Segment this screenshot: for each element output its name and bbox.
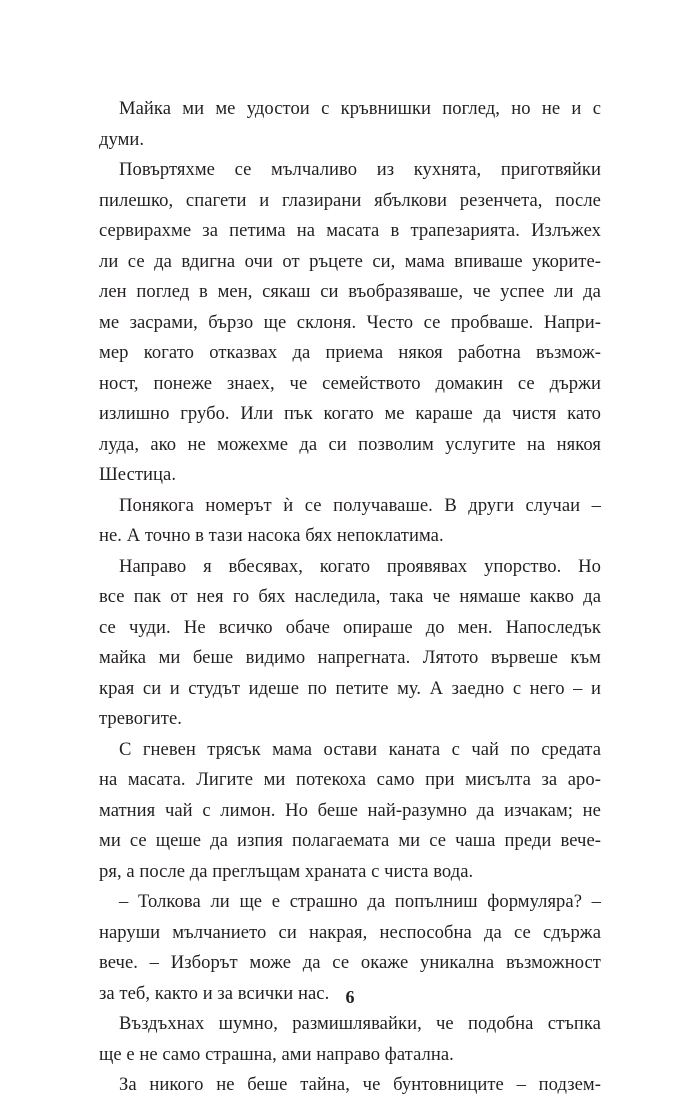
- text-line: ли се да вдигна очи от ръцете си, мама впиваше укорите-: [99, 250, 601, 272]
- text-line: За никого не беше тайна, че бунтовниците – подзем-: [119, 1074, 601, 1095]
- text-line: пилешко, спагети и глазирани ябълкови резенчета, после: [99, 189, 601, 211]
- text-line: за теб, както и за всички нас.: [99, 982, 330, 1004]
- text-line: на масата. Лигите ми потекоха само при мисълта за аро-: [99, 769, 601, 790]
- text-line: матния чай с лимон. Но беше най-разумно да изчакам; не: [99, 799, 601, 821]
- text-line: думи.: [99, 128, 145, 150]
- text-line: Майка ми ме удостои с кръвнишки поглед, но не и с: [119, 98, 601, 119]
- text-line: ми се щеше да изпия полагаемата ми се чаша преди вече-: [99, 830, 601, 851]
- text-line: Шестица.: [99, 464, 177, 485]
- text-line: тревогите.: [99, 708, 182, 729]
- text-line: лен поглед в мен, сякаш си въобразяваше, че успее ли да: [99, 281, 601, 302]
- body-text: [99, 94, 601, 1101]
- text-line: ря, а после да преглъщам храната с чиста вода.: [99, 860, 474, 882]
- text-line: ност, понеже знаех, че семейството домакин се държи: [99, 372, 601, 394]
- text-line: наруши мълчанието си накрая, неспособна да се сдържа: [99, 921, 601, 943]
- text-line: мер когато отказвах да приема някоя работна възмож-: [99, 342, 601, 363]
- text-line: С гневен трясък мама остави каната с чай по средата: [119, 738, 601, 760]
- text-line: края си и студът идеше по петите му. А заедно с него – и: [99, 677, 601, 699]
- text-line: ме засрами, бързо ще склоня. Често се пробваше. Напри-: [99, 311, 601, 333]
- text-line: вече. – Изборът може да се окаже уникална възможност: [99, 952, 601, 973]
- text-line: Направо я вбесявах, когато проявявах упорство. Но: [119, 555, 601, 577]
- text-line: ще е не само страшна, ами направо фатална.: [99, 1043, 454, 1065]
- text-line: – Толкова ли ще е страшно да попълниш формуляра? –: [119, 891, 601, 912]
- text-line: все пак от нея го бях наследила, така че нямаше какво да: [99, 586, 601, 607]
- text-line: Понякога номерът ѝ се получаваше. В други случаи –: [119, 494, 601, 516]
- text-line: се чуди. Не всичко обаче опираше до мен. Напоследък: [99, 616, 601, 638]
- text-line: луда, ако не можехме да си позволим услугите на някоя: [99, 433, 601, 455]
- text-line: не. А точно в тази насока бях непоклатима.: [99, 525, 444, 546]
- text-line: сервирахме за петима на масата в трапезарията. Излъжех: [99, 220, 601, 241]
- text-line: Въздъхнах шумно, размишлявайки, че подобна стъпка: [119, 1013, 601, 1034]
- text-line: майка ми беше видимо напрегната. Лятото вървеше към: [99, 647, 601, 668]
- page-number: 6: [345, 987, 355, 1007]
- text-line: излишно грубо. Или пък когато ме караше да чистя като: [99, 403, 601, 424]
- text-line: Повъртяхме се мълчаливо из кухнята, приготвяйки: [119, 159, 601, 180]
